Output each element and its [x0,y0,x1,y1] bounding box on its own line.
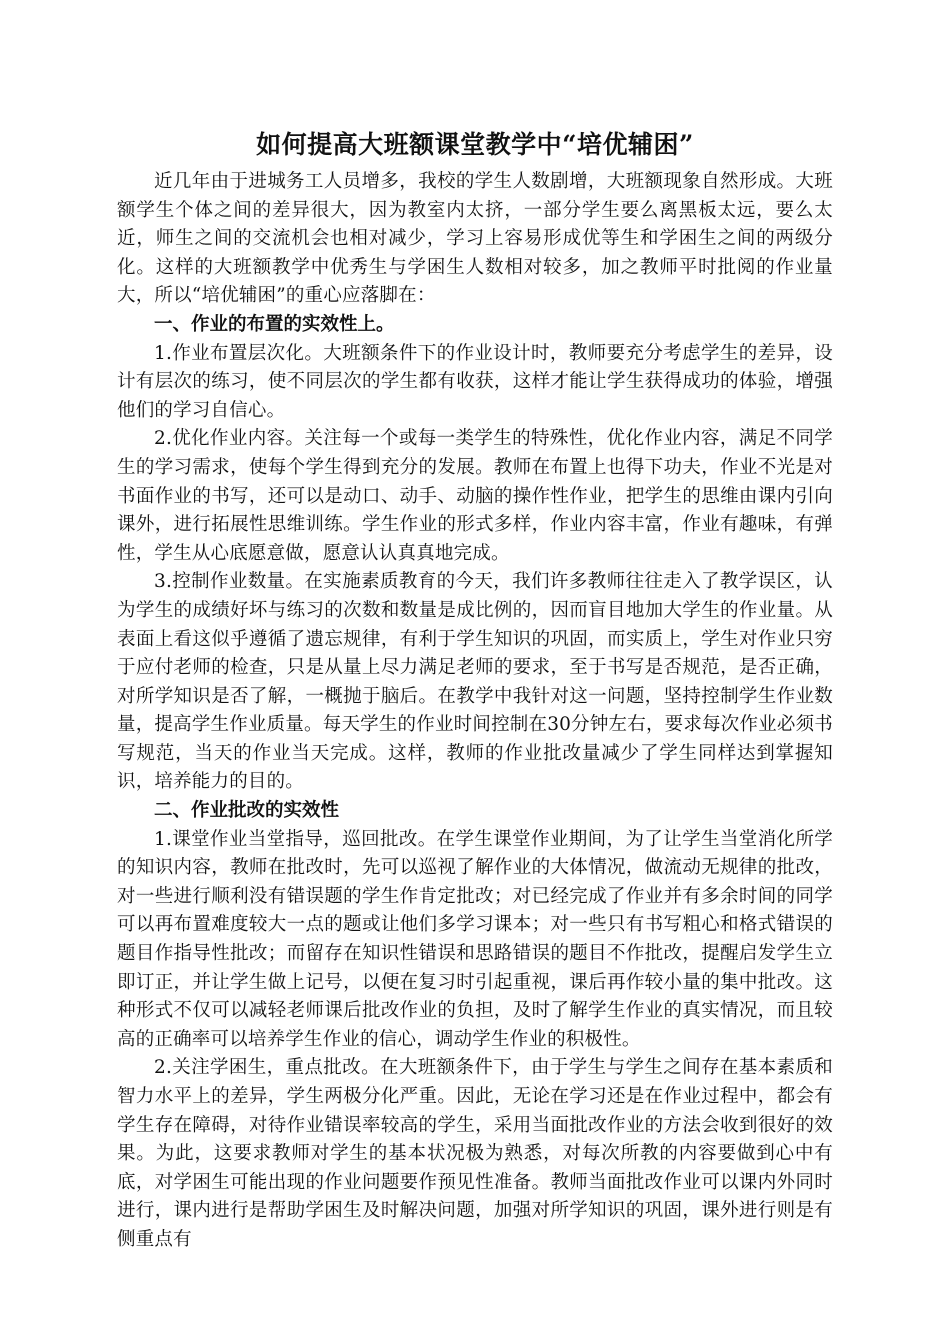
document-title: 如何提高大班额课堂教学中“培优辅困” [256,130,694,159]
paragraph-classroom-grading: 1.课堂作业当堂指导，巡回批改。在学生课堂作业期间，为了让学生当堂消化所学的知识内容，教师在批改时，先可以巡视了解作业的大体情况，做流动无规律的批改，对一些进行顺利没有错误题的学生作肯定批改；对已经完成了作业并有多余时间的同学可以再布置难度较大一点的题或让他们多学习课本；对一些只有书写粗心和格式错误的题目作指导性批改；而留存在知识性错误和思路错误的题目不作批改，提醒启发学生立即订正，并让学生做上记号，以便在复习时引起重视，课后再作较小量的集中批改。这种形式不仅可以减轻老师课后批改作业的负担，及时了解学生作业的真实情况，而且较高的正确率可以培养学生作业的信心，调动学生作业的积极性。 [117,828,833,1050]
paragraph-control-quantity: 3.控制作业数量。在实施素质教育的今天，我们许多教师往往走入了教学误区，认为学生的成绩好坏与练习的次数和数量是成比例的，因而盲目地加大学生的作业量。从表面上看这似乎遵循了遗忘规律，有利于学生知识的巩固，而实质上，学生对作业只穷于应付老师的检查，只是从量上尽力满足老师的要求，至于书写是否规范，是否正确，对所学知识是否了解，一概抛于脑后。在教学中我针对这一问题，坚持控制学生作业数量，提高学生作业质量。每天学生的作业时间控制在30分钟左右，要求每次作业必须书写规范，当天的作业当天完成。这样，教师的作业批改量减少了学生同样达到掌握知识，培养能力的目的。 [117,571,833,793]
section-heading-grading: 二、作业批改的实效性 [154,800,340,822]
intro-paragraph: 近几年由于进城务工人员增多，我校的学生人数剧增，大班额现象自然形成。大班额学生个体之间的差异很大，因为教室内太挤，一部分学生要么离黑板太远，要么太近，师生之间的交流机会也相对减少，学习上容易形成优等生和学困生之间的两级分化。这样的大班额教学中优秀生与学困生人数相对较多，加之教师平时批阅的作业量大，所以“培优辅困”的重心应落脚在： [117,171,833,307]
paragraph-optimize-content: 2.优化作业内容。关注每一个或每一类学生的特殊性，优化作业内容，满足不同学生的学习需求，使每个学生得到充分的发展。教师在布置上也得下功夫，作业不光是对书面作业的书写，还可以是动口、动手、动脑的操作性作业，把学生的思维由课内引向课外，进行拓展性思维训练。学生作业的形式多样，作业内容丰富，作业有趣味，有弹性，学生从心底愿意做，愿意认认真真地完成。 [117,428,833,564]
paragraph-layered-assignment: 1.作业布置层次化。大班额条件下的作业设计时，教师要充分考虑学生的差异，设计有层次的练习，使不同层次的学生都有收获，这样才能让学生获得成功的体验，增强他们的学习自信心。 [117,342,833,421]
document-page [117,128,833,1255]
paragraph-struggling-students: 2.关注学困生，重点批改。在大班额条件下，由于学生与学生之间存在基本素质和智力水平上的差异，学生两极分化严重。因此，无论在学习还是在作业过程中，都会有学生存在障碍，对待作业错误率较高的学生，采用当面批改作业的方法会收到很好的效果。为此，这要求教师对学生的基本状况极为熟悉，对每次所教的内容要做到心中有底，对学困生可能出现的作业问题要作预见性准备。教师当面批改作业可以课内外同时进行，课内进行是帮助学困生及时解决问题，加强对所学知识的巩固，课外进行则是有侧重点有 [117,1057,833,1250]
section-heading-assignment: 一、作业的布置的实效性上。 [154,313,395,335]
